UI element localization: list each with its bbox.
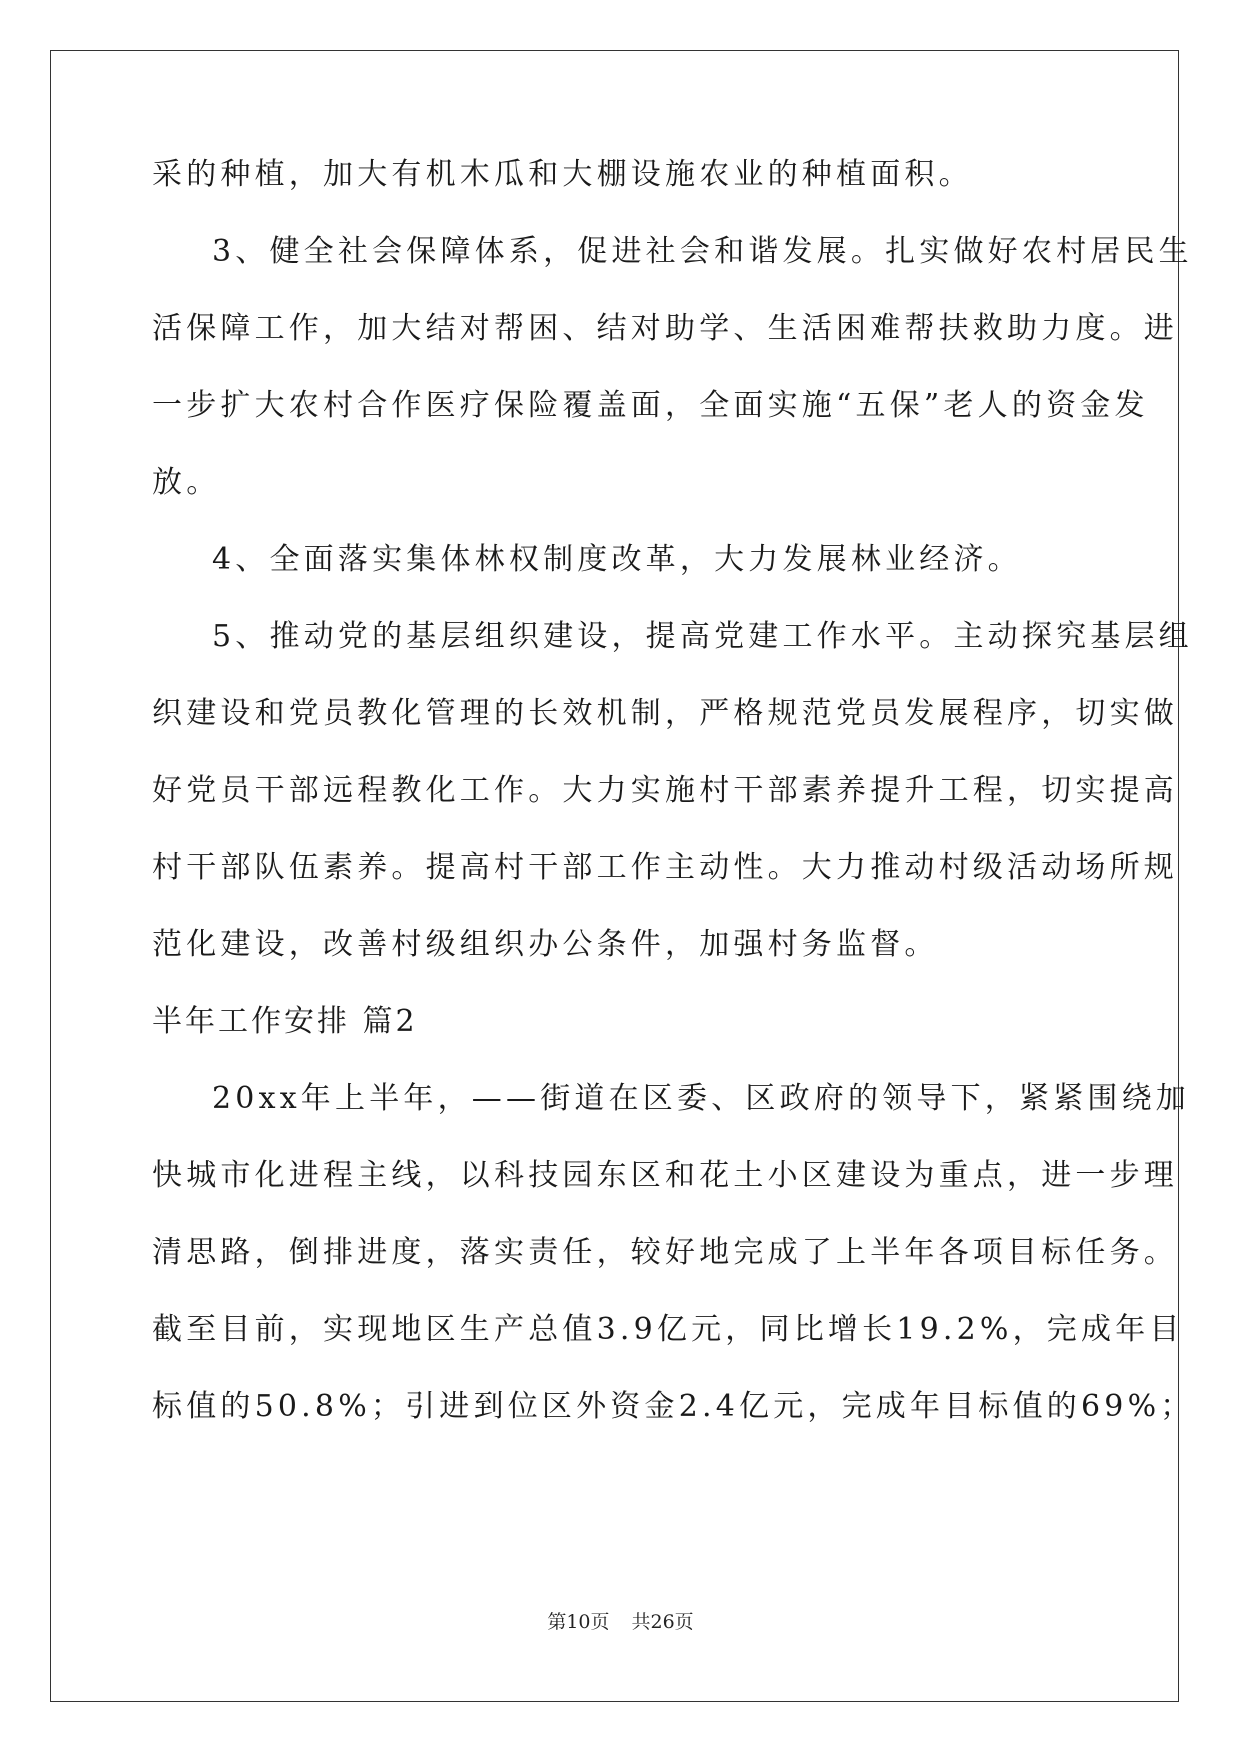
text-line: 一步扩大农村合作医疗保险覆盖面，全面实施“五保”老人的资金发 [152,388,1149,423]
text-line: 截至目前，实现地区生产总值3.9亿元，同比增长19.2%，完成年目 [152,1312,1184,1347]
section-heading: 半年工作安排 篇2 [152,1004,418,1039]
text-line: 活保障工作，加大结对帮困、结对助学、生活困难帮扶救助力度。进 [152,311,1178,346]
text-line: 快城市化进程主线，以科技园东区和花土小区建设为重点，进一步理 [152,1158,1178,1193]
paragraph-5-first-line: 5、推动党的基层组织建设，提高党建工作水平。主动探究基层组 [212,619,1193,654]
text-line: 范化建设，改善村级组织办公条件，加强村务监督。 [152,927,939,962]
page-number: 第10页 [547,1611,610,1633]
text-line: 采的种植，加大有机木瓜和大棚设施农业的种植面积。 [152,157,973,192]
text-line: 织建设和党员教化管理的长效机制，严格规范党员发展程序，切实做 [152,696,1178,731]
paragraph-3-first-line: 3、健全社会保障体系，促进社会和谐发展。扎实做好农村居民生 [212,234,1193,269]
page-footer [0,1612,1241,1632]
text-line: 放。 [152,465,221,500]
text-line: 好党员干部远程教化工作。大力实施村干部素养提升工程，切实提高 [152,773,1178,808]
paragraph-first-line: 20xx年上半年，——街道在区委、区政府的领导下，紧紧围绕加 [212,1081,1191,1116]
text-line: 村干部队伍素养。提高村干部工作主动性。大力推动村级活动场所规 [152,850,1178,885]
page-total: 共26页 [631,1611,694,1633]
text-line: 清思路，倒排进度，落实责任，较好地完成了上半年各项目标任务。 [152,1235,1178,1270]
text-line: 标值的50.8%；引进到位区外资金2.4亿元，完成年目标值的69%； [152,1389,1195,1424]
paragraph-4: 4、全面落实集体林权制度改革，大力发展林业经济。 [212,542,1022,577]
document-body [152,157,1195,1424]
